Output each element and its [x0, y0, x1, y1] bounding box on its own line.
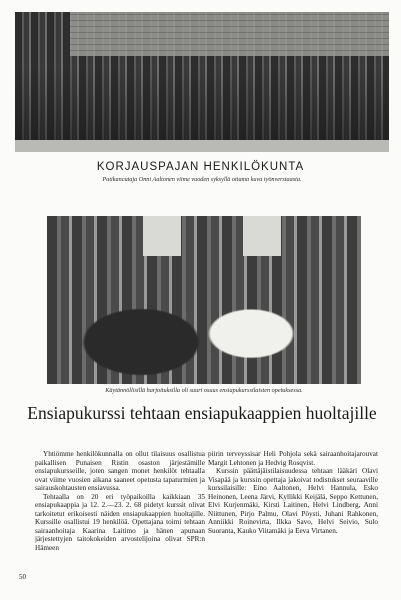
staff-group-photo — [15, 12, 389, 152]
photo2-caption: Käytännöllisillä harjoituksilla oli suuri osuus ensiapukurssilaisten opetuksessa. — [105, 387, 303, 394]
article-headline: Ensiapukurssi tehtaan ensiapukaappien huoltajille — [27, 403, 377, 423]
page-number: 50 — [19, 573, 26, 581]
photo1-caption: Patikancutaja Onni Aaltonen viime vuoden syksyllä ottama kuva työnverstaasta. — [102, 176, 302, 183]
first-aid-course-photo — [47, 216, 361, 384]
article-paragraph: Tehtaalla on 20 eri työpaikoilla kaikkiaan 35 ensiapukaappia ja 12. 2.—23. 2. 68 pidetyt kurssit olivat tarkoitetut erikoisesti näiden ensiapukaappien huoltajille. Kurssille osallistui 19 henkilöä. Opettajana toimi tehtaan sairaanhoitaja Kaarina Laitimo ja hänen apunaan järjestettyjen taitokokeiden arvostelijoina olivat SPR:n Hämeen — [35, 492, 205, 553]
window — [243, 216, 281, 256]
photo1-caption-title: KORJAUSPAJAN HENKILÖKUNTA — [96, 161, 305, 173]
article-paragraph: piirin terveyssisar Heli Pohjola sekä sairaanhoitajarouvat Margit Lehtonen ja Hedvig Rosqvist. — [208, 450, 378, 467]
article-column-right — [208, 450, 378, 535]
ground — [15, 140, 389, 152]
article-column-left — [35, 450, 205, 553]
article-paragraph: Kurssin päättäjäistilaisuudessa tehtaan lääkäri Olavi Visapää ja kurssin opettaja jakoivat todistukset seuraaville kurssilaisille: Eino Aaltonen, Helvi Hannula, Esko Heinonen, Leena Järvi, Kyllikki Keijälä, Seppo Kettunen, Elvi Kurjenmäki, Kirsti Laitinen, Helvi Lindberg, Anni Niittunen, Pirjo Palmu, Olavi Pöysti, Juhani Rahkonen, Anniikki Roinevirta, Ilkka Savo, Helvi Seivio, Sulo Suoranta, Kauko Viitamäki ja Eeva Virtanen. — [208, 467, 378, 535]
article-paragraph: Yhtiömme henkilökunnalla on ollut tilaisuus osallistua paikallisen Punaisen Ristin osaston järjestämille ensiapukursseille, joten sangen monet henkilöt tehtaalla ovat viime vuosien aikana saaneet opetusta tapaturmien ja sairauskohtausten ensiavussa. — [35, 450, 205, 493]
brick-wall — [70, 12, 389, 56]
window — [143, 216, 181, 256]
